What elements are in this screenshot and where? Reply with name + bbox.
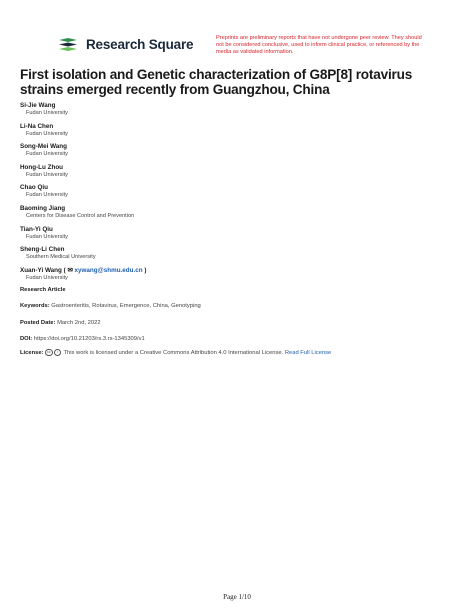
page-number: Page 1/10: [223, 593, 251, 601]
author-name[interactable]: Song-Mei Wang: [20, 143, 67, 151]
author-entry: [20, 184, 320, 205]
author-affiliation: Fudan University: [26, 274, 68, 281]
author-entry: [20, 267, 320, 288]
posted-date-row: [20, 319, 101, 327]
creative-commons-icon: cc: [45, 349, 52, 356]
author-affiliation: Fudan University: [26, 171, 68, 178]
posted-date-value: March 2nd, 2022: [57, 320, 101, 326]
article-type: Research Article: [20, 287, 66, 293]
author-name[interactable]: Xuan-Yi Wang: [20, 266, 62, 274]
author-affiliation: Fudan University: [26, 110, 68, 116]
license-text: This work is licensed under a Creative Commons Attribution 4.0 International License.: [63, 350, 284, 357]
keywords-label: Keywords:: [20, 303, 50, 309]
email-icon: ✉: [67, 266, 73, 274]
author-name[interactable]: Sheng-Li Chen: [20, 246, 65, 254]
author-affiliation: Southern Medical University: [26, 254, 96, 261]
author-entry: [20, 123, 320, 144]
author-name[interactable]: Li-Na Chen: [20, 122, 54, 130]
doi-link[interactable]: https://doi.org/10.21203/rs.3.rs-1345309/v1: [33, 336, 145, 342]
research-square-logo-icon: [58, 37, 80, 52]
author-affiliation: Fudan University: [26, 130, 68, 137]
preprint-disclaimer: Preprints are preliminary reports that have not undergone peer review. They should not be considered conclusive, used to inform clinical practice, or referenced by the media as validated information.: [216, 35, 422, 55]
keywords-value: Gastroenteritis, Rotavirus, Emergence, China, Genotyping: [51, 303, 201, 309]
author-list: [20, 102, 320, 287]
author-name[interactable]: Si-Jie Wang: [20, 102, 56, 109]
author-entry: [20, 143, 320, 164]
author-entry: [20, 164, 320, 185]
license-row: [20, 349, 331, 357]
author-name[interactable]: Tian-Yi Qiu: [20, 225, 53, 233]
attribution-icon: i: [54, 349, 61, 356]
brand-name: Research Square: [86, 37, 194, 52]
author-name[interactable]: Baoming Jiang: [20, 204, 66, 212]
author-affiliation: Centers for Disease Control and Prevention: [26, 212, 135, 219]
author-name[interactable]: Hong-Lu Zhou: [20, 163, 64, 171]
author-affiliation: Fudan University: [26, 151, 68, 158]
license-label: License:: [20, 350, 44, 357]
page-title: First isolation and Genetic characterization of G8P[8] rotavirus strains emerged recently from Guangzhou, China: [20, 67, 413, 97]
corresponding-author: Xuan-Yi Wang ( ✉ xywang@shmu.edu.cn ): [20, 266, 147, 274]
doi-label: DOI:: [20, 336, 33, 342]
doi-row: [20, 335, 145, 343]
author-affiliation: Fudan University: [26, 192, 68, 199]
keywords-row: [20, 302, 201, 310]
author-entry: [20, 246, 320, 267]
author-entry: [20, 226, 320, 247]
research-square-logo[interactable]: [58, 37, 193, 52]
author-email-link[interactable]: xywang@shmu.edu.cn: [74, 266, 143, 274]
read-full-license-link[interactable]: Read Full License: [284, 350, 332, 357]
author-name[interactable]: Chao Qiu: [20, 184, 48, 192]
author-affiliation: Fudan University: [26, 233, 68, 240]
posted-date-label: Posted Date:: [20, 320, 56, 326]
author-entry: [20, 102, 320, 123]
author-entry: [20, 205, 320, 226]
